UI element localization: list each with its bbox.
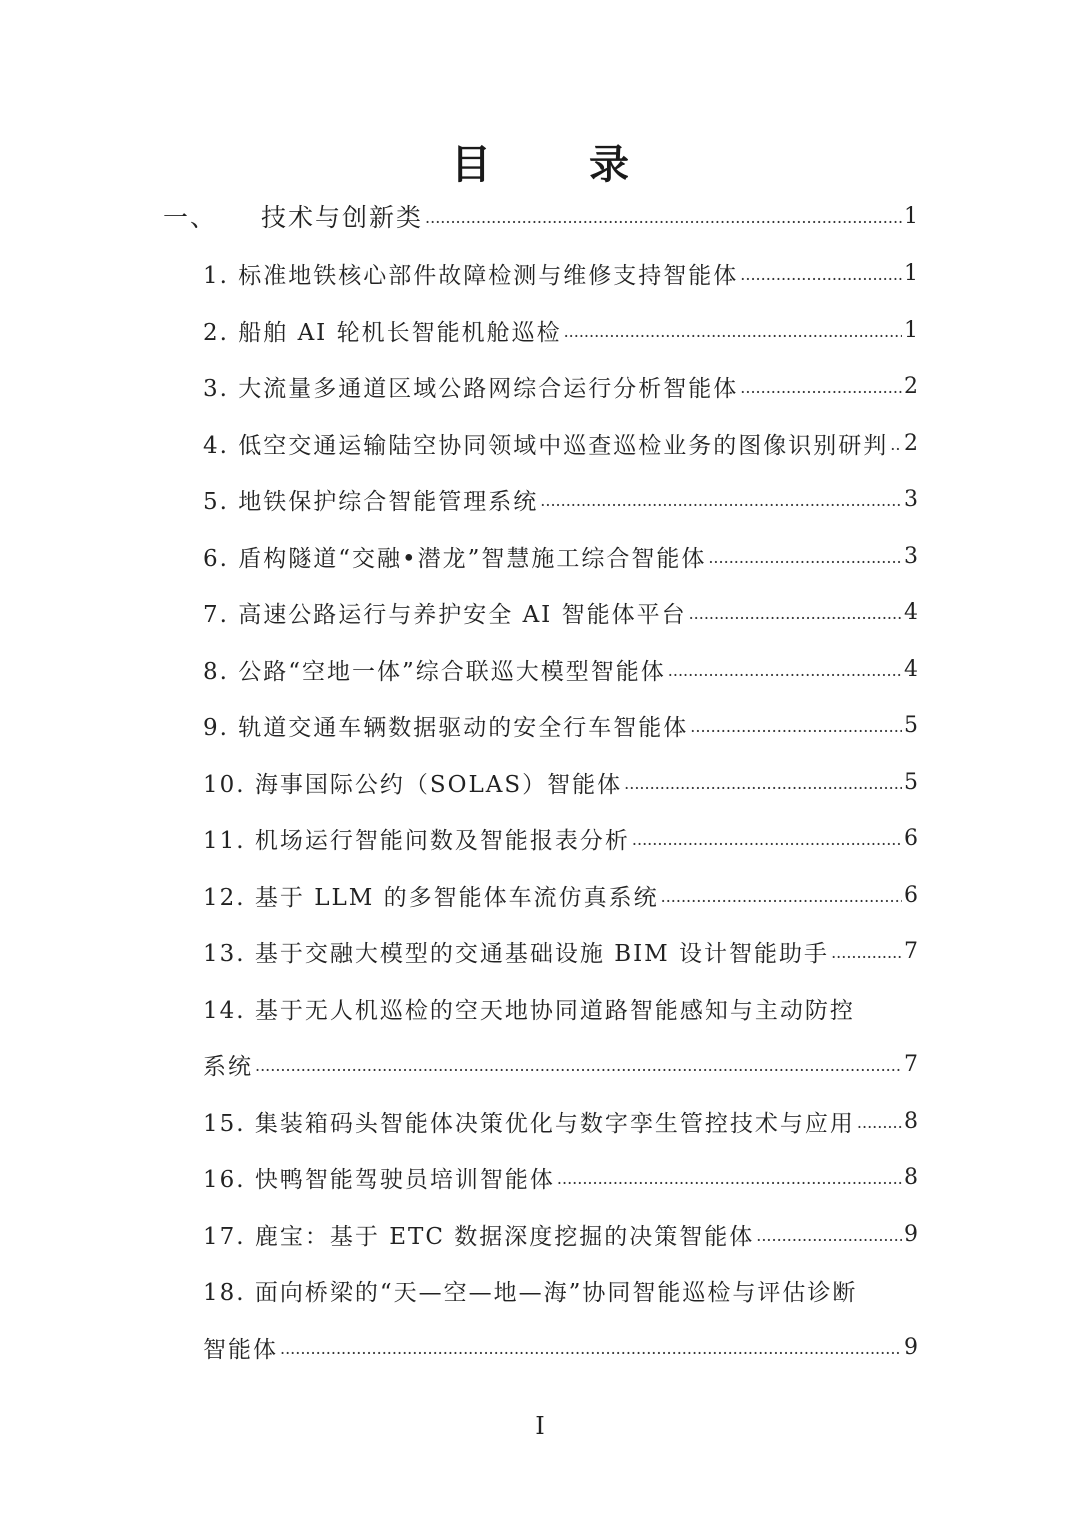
dot-leader bbox=[831, 945, 902, 971]
toc-entry[interactable] bbox=[203, 931, 918, 971]
toc-entry[interactable] bbox=[203, 649, 918, 689]
entry-title-continuation: 系统 bbox=[203, 1053, 253, 1080]
page-number: 5 bbox=[904, 712, 918, 738]
entry-title: 18. 面向桥梁的“天—空—地—海”协同智能巡检与评估诊断 bbox=[203, 1279, 858, 1306]
entry-title: 13. 基于交融大模型的交通基础设施 BIM 设计智能助手 bbox=[203, 940, 830, 967]
toc-entry[interactable] bbox=[203, 1157, 918, 1197]
toc-entry[interactable] bbox=[203, 592, 918, 632]
dot-leader bbox=[708, 550, 902, 576]
entry-title: 9. 轨道交通车辆数据驱动的安全行车智能体 bbox=[203, 714, 689, 741]
entry-title: 6. 盾构隧道“交融•潜龙”智慧施工综合智能体 bbox=[203, 545, 707, 572]
entry-title: 3. 大流量多通道区域公路网综合运行分析智能体 bbox=[203, 375, 739, 402]
dot-leader bbox=[557, 1171, 902, 1197]
page-number: 6 bbox=[904, 825, 918, 851]
page-number: 6 bbox=[904, 882, 918, 908]
toc-entry-first-line[interactable] bbox=[203, 988, 855, 1028]
page-number: 5 bbox=[904, 769, 918, 795]
entry-title: 5. 地铁保护综合智能管理系统 bbox=[203, 488, 539, 515]
dot-leader bbox=[890, 437, 902, 463]
page-footer-number: I bbox=[535, 1412, 545, 1440]
entry-title: 7. 高速公路运行与养护安全 AI 智能体平台 bbox=[203, 601, 687, 628]
section-number: 一、 bbox=[163, 203, 218, 232]
page-number: 8 bbox=[904, 1164, 918, 1190]
page-number: 9 bbox=[904, 1334, 918, 1360]
page-number: 7 bbox=[904, 1051, 918, 1077]
page-title: 目 录 bbox=[451, 141, 671, 188]
page-number: 1 bbox=[904, 317, 918, 343]
section-label: 技术与创新类 bbox=[261, 203, 424, 232]
page-number: 1 bbox=[904, 203, 918, 229]
entry-title: 17. 鹿宝：基于 ETC 数据深度挖掘的决策智能体 bbox=[203, 1223, 755, 1250]
dot-leader bbox=[690, 719, 902, 745]
page-number: 9 bbox=[904, 1221, 918, 1247]
page-number: 2 bbox=[904, 373, 918, 399]
toc-entry[interactable] bbox=[203, 705, 918, 745]
page-number: 4 bbox=[904, 656, 918, 682]
toc-entry[interactable] bbox=[203, 1327, 918, 1367]
toc-entry[interactable] bbox=[203, 366, 918, 406]
page-number: 1 bbox=[904, 260, 918, 286]
dot-leader bbox=[857, 1115, 902, 1141]
entry-title-continuation: 智能体 bbox=[203, 1336, 278, 1363]
toc-entry[interactable] bbox=[203, 1214, 918, 1254]
dot-leader bbox=[740, 267, 902, 293]
toc-entry-first-line[interactable] bbox=[203, 1270, 857, 1310]
entry-title: 1. 标准地铁核心部件故障检测与维修支持智能体 bbox=[203, 262, 739, 289]
entry-title: 15. 集装箱码头智能体决策优化与数字孪生管控技术与应用 bbox=[203, 1110, 855, 1137]
dot-leader bbox=[255, 1058, 902, 1084]
toc-entry[interactable] bbox=[203, 1101, 918, 1141]
toc-entry[interactable] bbox=[203, 423, 918, 463]
page-number: 7 bbox=[904, 938, 918, 964]
dot-leader bbox=[540, 493, 902, 519]
entry-title: 16. 快鸭智能驾驶员培训智能体 bbox=[203, 1166, 555, 1193]
toc-section-entry[interactable] bbox=[163, 196, 918, 236]
entry-title: 10. 海事国际公约（SOLAS）智能体 bbox=[203, 771, 623, 798]
dot-leader bbox=[632, 832, 902, 858]
dot-leader bbox=[564, 324, 902, 350]
entry-title: 11. 机场运行智能问数及智能报表分析 bbox=[203, 827, 630, 854]
dot-leader bbox=[624, 776, 902, 802]
toc-entry[interactable] bbox=[203, 479, 918, 519]
entry-title: 4. 低空交通运输陆空协同领域中巡查巡检业务的图像识别研判 bbox=[203, 432, 889, 459]
toc-entry[interactable] bbox=[203, 1044, 918, 1084]
dot-leader bbox=[280, 1341, 902, 1367]
entry-title: 2. 船舶 AI 轮机长智能机舱巡检 bbox=[203, 319, 562, 346]
page-number: 3 bbox=[904, 543, 918, 569]
toc-entry[interactable] bbox=[203, 253, 918, 293]
toc-entry[interactable] bbox=[203, 875, 918, 915]
entry-title: 12. 基于 LLM 的多智能体车流仿真系统 bbox=[203, 884, 659, 911]
dot-leader bbox=[668, 663, 902, 689]
dot-leader bbox=[689, 606, 902, 632]
toc-entry[interactable] bbox=[203, 818, 918, 858]
page-number: 4 bbox=[904, 599, 918, 625]
dot-leader bbox=[740, 380, 902, 406]
dot-leader bbox=[661, 889, 902, 915]
dot-leader bbox=[425, 210, 902, 236]
dot-leader bbox=[756, 1228, 902, 1254]
toc-entry[interactable] bbox=[203, 762, 918, 802]
page-number: 3 bbox=[904, 486, 918, 512]
toc-entry[interactable] bbox=[203, 310, 918, 350]
entry-title: 8. 公路“空地一体”综合联巡大模型智能体 bbox=[203, 658, 666, 685]
toc-entry[interactable] bbox=[203, 536, 918, 576]
page-number: 8 bbox=[904, 1108, 918, 1134]
entry-title: 14. 基于无人机巡检的空天地协同道路智能感知与主动防控 bbox=[203, 997, 855, 1024]
page-number: 2 bbox=[904, 430, 918, 456]
